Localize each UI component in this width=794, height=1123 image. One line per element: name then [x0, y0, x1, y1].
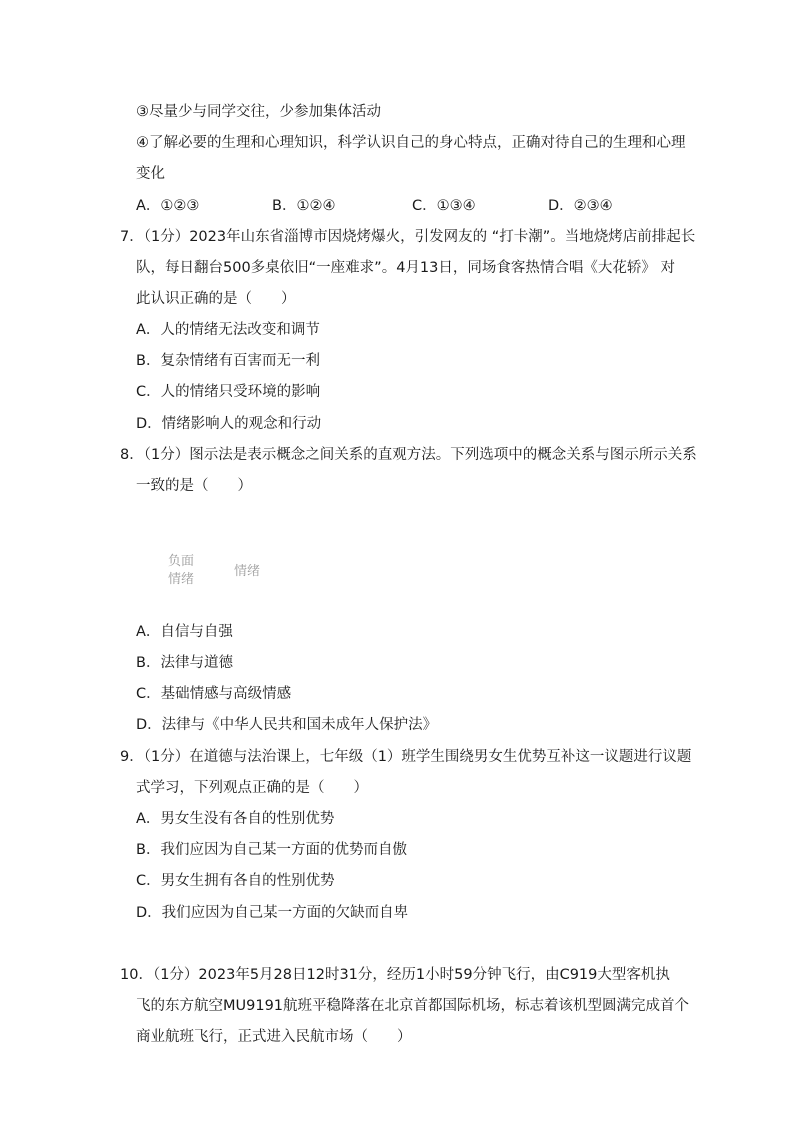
- q7-option-b: B．复杂情绪有百害而无一利: [136, 353, 320, 369]
- q9-option-c: C．男女生拥有各自的性别优势: [136, 873, 335, 889]
- q7-option-c: C．人的情绪只受环境的影响: [136, 384, 321, 400]
- q7-option-d: D．情绪影响人的观念和行动: [136, 416, 322, 432]
- q8-option-b: B．法律与道德: [136, 655, 233, 671]
- q10-stem-end: 商业航班飞行，正式进入民航市场（ ）: [136, 1029, 412, 1045]
- q7-stem-end: 此认识正确的是（ ）: [136, 291, 296, 307]
- q8-option-d: D．法律与《中华人民共和国未成年人保护法》: [136, 717, 438, 733]
- diagram-inner-label-line2: 情绪: [168, 572, 195, 587]
- q6-options: [136, 196, 696, 216]
- q10-stem-cont: 飞的东方航空MU9191航班平稳降落在北京首都国际机场，标志着该机型圆满完成首个: [136, 998, 690, 1014]
- q6-statement-4-cont: 变化: [136, 166, 165, 182]
- q7-option-a: A．人的情绪无法改变和调节: [136, 322, 320, 338]
- diagram-outer-label: 情绪: [234, 564, 261, 579]
- concept-diagram: [160, 550, 300, 600]
- q9-stem-cont: 式学习，下列观点正确的是（ ）: [136, 780, 368, 796]
- q6-statement-4: ④了解必要的生理和心理知识，科学认识自己的身心特点，正确对待自己的生理和心理: [136, 135, 686, 151]
- q8-option-c: C．基础情感与高级情感: [136, 686, 292, 702]
- q9-option-b: B．我们应因为自己某一方面的优势而自傲: [136, 842, 407, 858]
- q9-option-a: A．男女生没有各自的性别优势: [136, 811, 335, 827]
- q6-option-c: C．①③④: [412, 198, 476, 214]
- q8-option-a: A．自信与自强: [136, 624, 233, 640]
- q6-option-a: A．①②③: [136, 198, 200, 214]
- q6-option-d: D．②③④: [548, 198, 613, 214]
- q10-stem: 10．（1分）2023年5月28日12时31分，经历1小时59分钟飞行，由C919大型客机执: [120, 967, 670, 983]
- diagram-inner-label-line1: 负面: [168, 554, 195, 569]
- q7-stem: 7．（1分）2023年山东省淄博市因烧烤爆火，引发网友的 “打卡潮”。当地烧烤店前排起长: [120, 229, 696, 245]
- q9-stem: 9．（1分）在道德与法治课上，七年级（1）班学生围绕男女生优势互补这一议题进行议题: [120, 749, 692, 765]
- q8-stem: 8．（1分）图示法是表示概念之间关系的直观方法。下列选项中的概念关系与图示所示关系: [120, 447, 697, 463]
- q9-option-d: D．我们应因为自己某一方面的欠缺而自卑: [136, 905, 409, 921]
- q6-statement-3: ③尽量少与同学交往，少参加集体活动: [136, 104, 381, 120]
- q8-stem-cont: 一致的是（ ）: [136, 478, 252, 494]
- q7-stem-cont: 队，每日翻台500多桌依旧“一座难求”。4月13日，同场食客热情合唱《大花轿》 对: [136, 260, 675, 276]
- q6-option-b: B．①②④: [272, 198, 336, 214]
